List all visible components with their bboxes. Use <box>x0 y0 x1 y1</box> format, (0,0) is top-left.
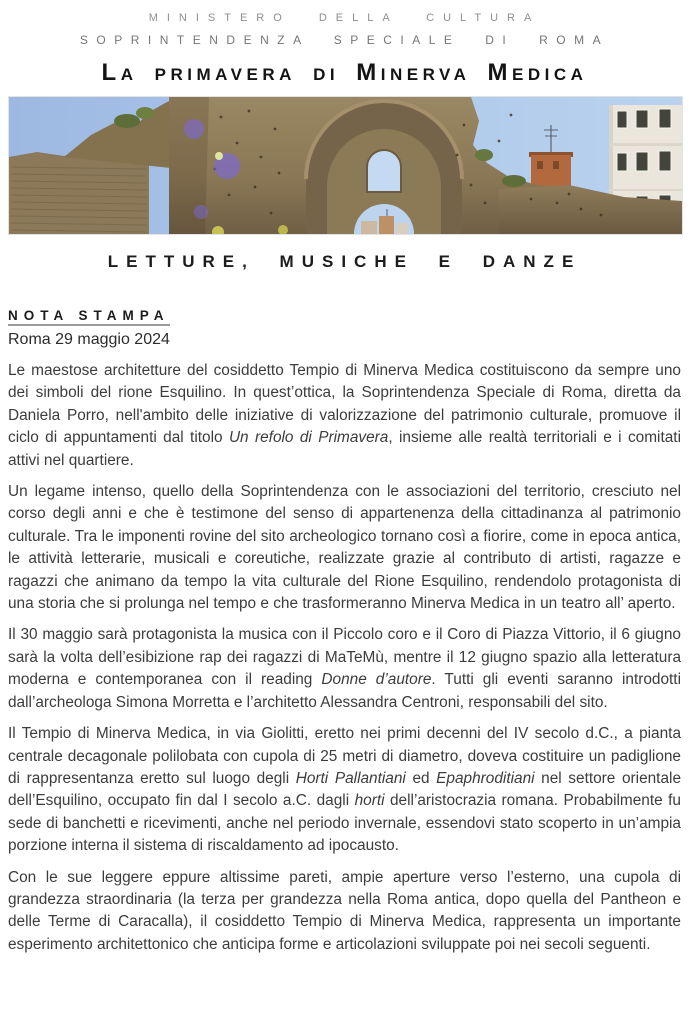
upper-window <box>367 150 401 192</box>
tempio-minerva-medica-photo <box>8 96 683 235</box>
event-subtitle: LETTURE, MUSICHE E DANZE <box>107 252 582 271</box>
paragraph: Le maestose architetture del cosiddetto Tempio di Minerva Medica costituiscono da sempre uno dei simboli del rione Esquilino. In quest’ottica, la Soprintendenza Speciale di Roma, diretta da Daniela Porro, nell'ambito delle iniziative di valorizzazione del patrimonio culturale, promuove il ciclo di appuntamenti dal titolo Un refolo di Primavera, insieme alle realtà territoriali e i comitati attivi nel quartiere. <box>8 362 681 469</box>
paragraph: Il 30 maggio sarà protagonista la musica con il Piccolo coro e il Coro di Piazza Vittorio, il 6 giugno sarà la volta dell’esibizione rap dei ragazzi di MaTeMù, mentre il 12 giugno spazio alla letteratura moderna e contemporanea con il reading Donne d’autore. Tutti gli eventi saranno introdotti dall’archeologa Simona Morretta e l’architetto Alessandra Centroni, responsabili del sito. <box>8 626 681 711</box>
superintendence-name: SOPRINTENDENZA SPECIALE DI ROMA <box>79 33 610 47</box>
document-title: La primavera di Minerva Medica <box>101 59 588 86</box>
dateline: Roma 29 maggio 2024 <box>8 331 170 348</box>
paragraph: Il Tempio di Minerva Medica, in via Giolitti, eretto nei primi decenni del IV secolo d.C., a pianta centrale decagonale polilobata con cupola di 25 metri di diametro, doveva costituire un padiglione di rappresentanza eretto sul luogo degli Horti Pallantiani ed Epaphroditiani nel settore orientale dell’Esquilino, occupato fin dal I secolo a.C. dagli horti dell’aristocrazia romana. Probabilmente fu sede di banchetti e ricevimenti, anche nel periodo invernale, essendovi stato scoperto in un’ampia porzione interna il sistema di riscaldamento ad ipocausto. <box>8 725 681 855</box>
ruin-left-wall <box>9 152 149 234</box>
great-arch <box>306 101 462 234</box>
paragraph: Con le sue leggere eppure altissime pareti, ampie aperture verso l’esterno, una cupola di grandezza straordinaria (la terza per grandezza nella Roma antica, dopo quella del Pantheon e delle Terme di Caracalla), il cosiddetto Tempio di Minerva Medica, rappresenta un importante esperimento architettonico che anticipa forme e articolazioni sviluppate poi nei secoli seguenti. <box>8 868 681 953</box>
ministry-name: MINISTERO DELLA CULTURA <box>148 12 541 24</box>
paragraph: Un legame intenso, quello della Soprintendenza con le associazioni del territorio, cresciuto nel corso degli anni e che è testimone del senso di appartenenza della cittadinanza al patrimonio culturale. Tra le imponenti rovine del sito archeologico tornano così a fiorire, come in epoca antica, le attività letterarie, musicali e coreutiche, realizzate grazie al contributo di artisti, ragazze e ragazzi che animano da tempo la vita culturale del Rione Esquilino, rendendolo protagonista di una storia che si prolunga nel tempo e che trasformeranno Minerva Medica in un teatro all’ aperto. <box>8 483 681 613</box>
press-body <box>8 360 681 956</box>
press-note-label: NOTA STAMPA <box>8 308 681 326</box>
